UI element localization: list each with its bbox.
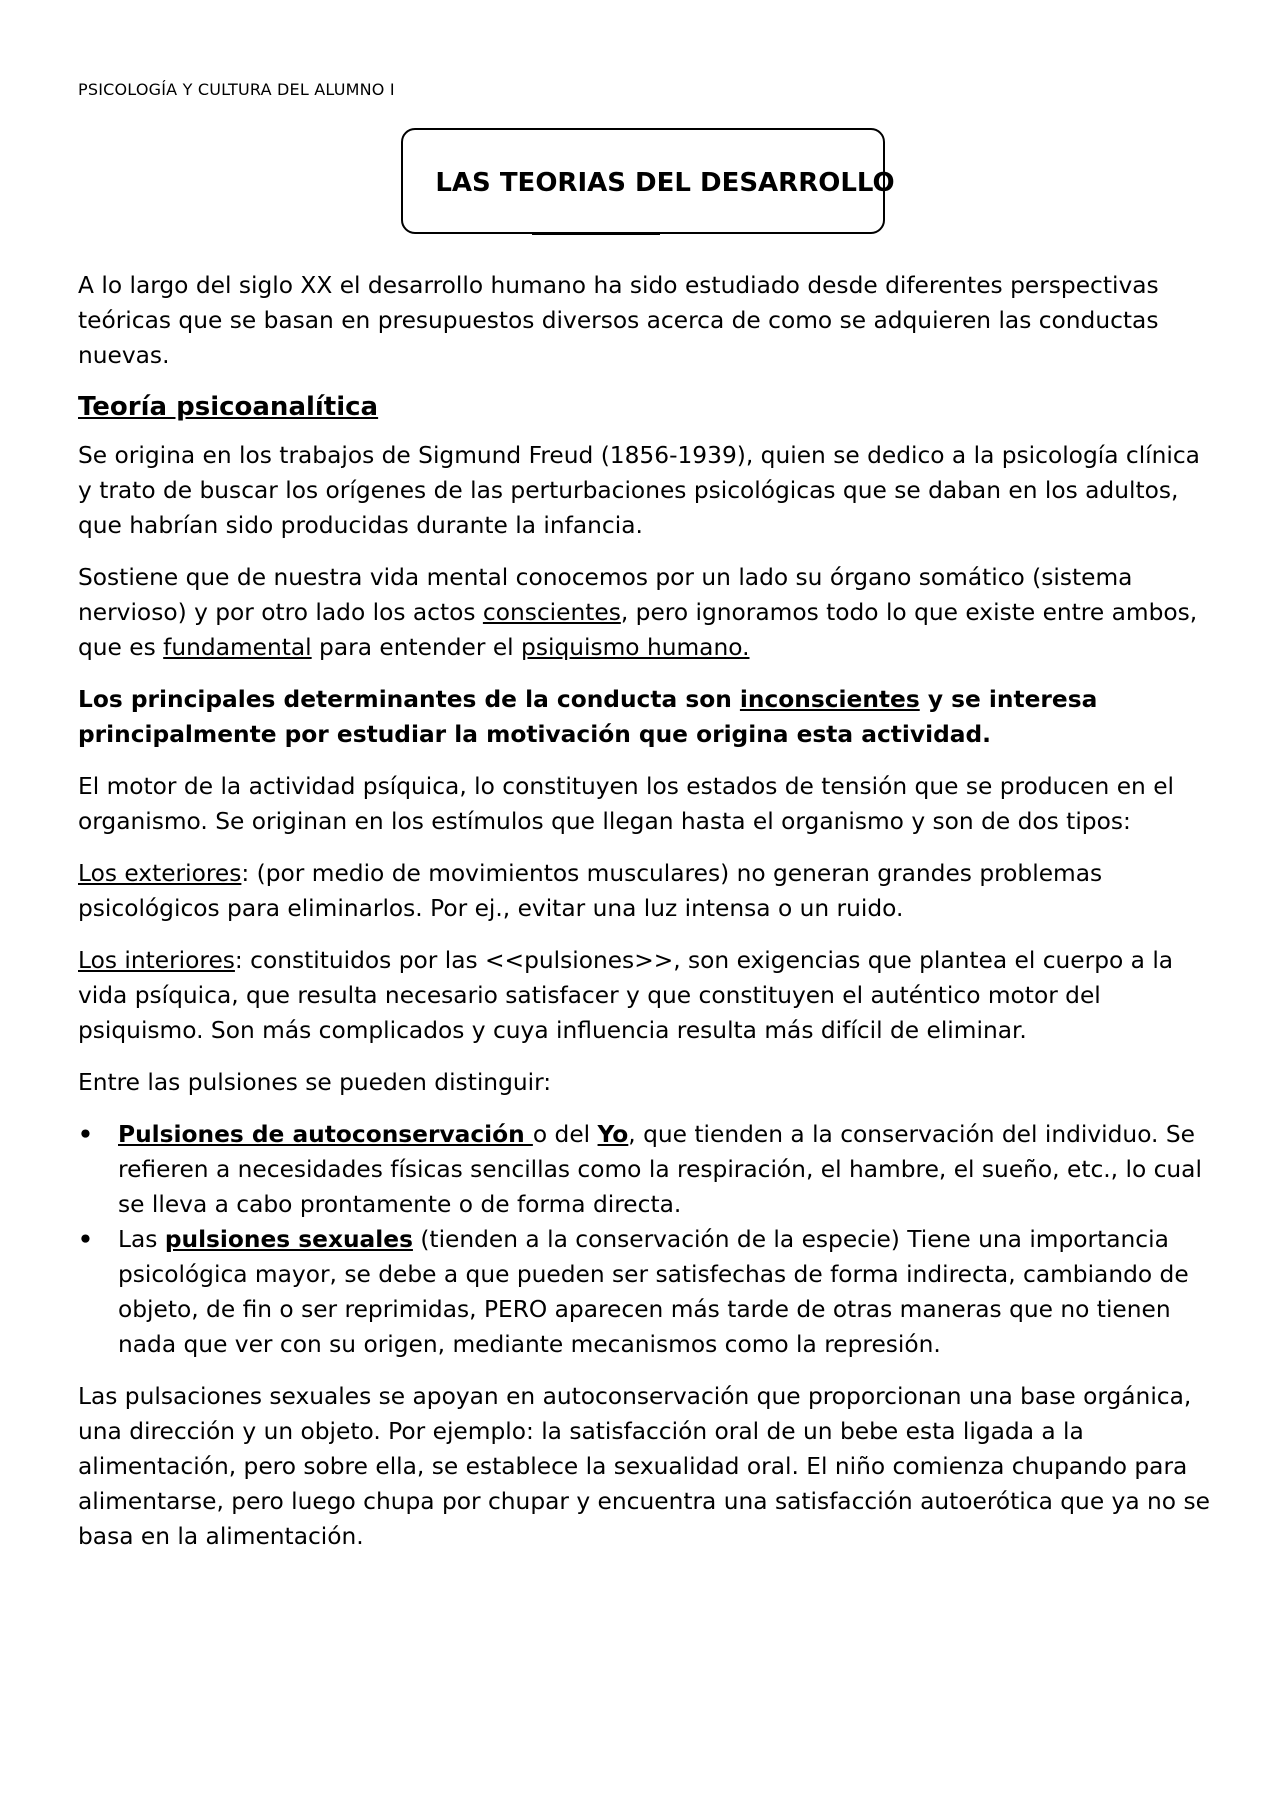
paragraph-distinguish: Entre las pulsiones se pueden distinguir:: [78, 1069, 552, 1096]
term-pulsiones-sexuales: pulsiones sexuales: [164, 1226, 413, 1253]
text-segment: : constituidos por las <<pulsiones>>, son exigencias que plantea el cuerpo a la vida psíquica, que resulta necesario satisfacer y que constituyen el auténtico motor del psiquismo. Son más complicados y cuya influencia resulta más difícil de eliminar.: [78, 947, 1174, 1044]
intro-paragraph: A lo largo del siglo XX el desarrollo humano ha sido estudiado desde diferentes perspectivas teóricas que se basan en presupuestos diversos acerca de como se adquieren las conductas nuevas.: [78, 272, 1159, 369]
paragraph-determinants: [78, 682, 1218, 752]
text-segment: Los principales determinantes de la conducta son: [78, 686, 740, 713]
list-item-autoconservacion: [78, 1117, 1218, 1222]
paragraph-mental-life: [78, 560, 1218, 665]
term-autoconservacion: Pulsiones de autoconservación: [118, 1121, 533, 1148]
paragraph-exteriors: [78, 856, 1218, 926]
text-segment: Las: [118, 1226, 165, 1253]
document-body: [78, 268, 1218, 1571]
page-header: PSICOLOGÍA Y CULTURA DEL ALUMNO I: [78, 80, 395, 99]
label-interiores: Los interiores: [78, 947, 235, 974]
bullet-icon: •: [78, 1226, 93, 1253]
text-segment: , que tienden a la conservación del individuo. Se refieren a necesidades físicas sencillas como la respiración, el hambre, el sueño, etc., lo cual se lleva a cabo prontamente o de forma directa.: [118, 1121, 1202, 1218]
text-segment: para entender el: [311, 634, 522, 661]
text-segment: o del: [532, 1121, 598, 1148]
underlined-term-conscientes: conscientes: [482, 599, 621, 626]
title-underline-rule: [532, 233, 660, 235]
text-segment: (tienden a la conservación de la especie) Tiene una importancia psicológica mayor, se debe a que pueden ser satisfechas de forma indirecta, cambiando de objeto, de fin o ser reprimidas, PERO aparecen más tarde de otras maneras que no tienen nada que ver con su origen, mediante mecanismos como la represión.: [118, 1226, 1189, 1358]
underlined-term-inconscientes: inconscientes: [739, 686, 920, 713]
underlined-term-fundamental: fundamental: [163, 634, 312, 661]
section-heading: Teoría psicoanalítica: [78, 392, 379, 422]
text-segment: , pero ignoramos todo lo que existe entre ambos, que es: [78, 599, 1198, 661]
list-item-sexuales: [78, 1222, 1218, 1362]
bullet-icon: •: [78, 1121, 93, 1148]
text-segment: : (por medio de movimientos musculares) no generan grandes problemas psicológicos para eliminarlos. Por ej., evitar una luz intensa o un ruido.: [78, 860, 1103, 922]
text-segment: Sostiene que de nuestra vida mental conocemos por un lado su órgano somático (sistema nervioso) y por otro lado los actos: [78, 564, 1133, 626]
label-exteriores: Los exteriores: [78, 860, 242, 887]
paragraph-interiors: [78, 943, 1218, 1048]
text-segment: y se interesa principalmente por estudiar la motivación que origina esta actividad.: [78, 686, 1098, 748]
underlined-term-psiquismo: psiquismo humano.: [521, 634, 750, 661]
page-title: LAS TEORIAS DEL DESARROLLO: [435, 168, 895, 198]
pulsions-list: [78, 1117, 1218, 1362]
paragraph-sexual-pulsations: Las pulsaciones sexuales se apoyan en autoconservación que proporcionan una base orgánica, una dirección y un objeto. Por ejemplo: la satisfacción oral de un bebe esta ligada a la alimentación, pero sobre ella, se establece la sexualidad oral. El niño comienza chupando para alimentarse, pero luego chupa por chupar y encuentra una satisfacción autoerótica que ya no se basa en la alimentación.: [78, 1383, 1210, 1550]
paragraph-psychic-motor: El motor de la actividad psíquica, lo constituyen los estados de tensión que se producen en el organismo. Se originan en los estímulos que llegan hasta el organismo y son de dos tipos:: [78, 773, 1174, 835]
paragraph-freud-origin: Se origina en los trabajos de Sigmund Freud (1856-1939), quien se dedico a la psicología clínica y trato de buscar los orígenes de las perturbaciones psicológicas que se daban en los adultos, que habrían sido producidas durante la infancia.: [78, 442, 1200, 539]
term-yo: Yo: [597, 1121, 629, 1148]
